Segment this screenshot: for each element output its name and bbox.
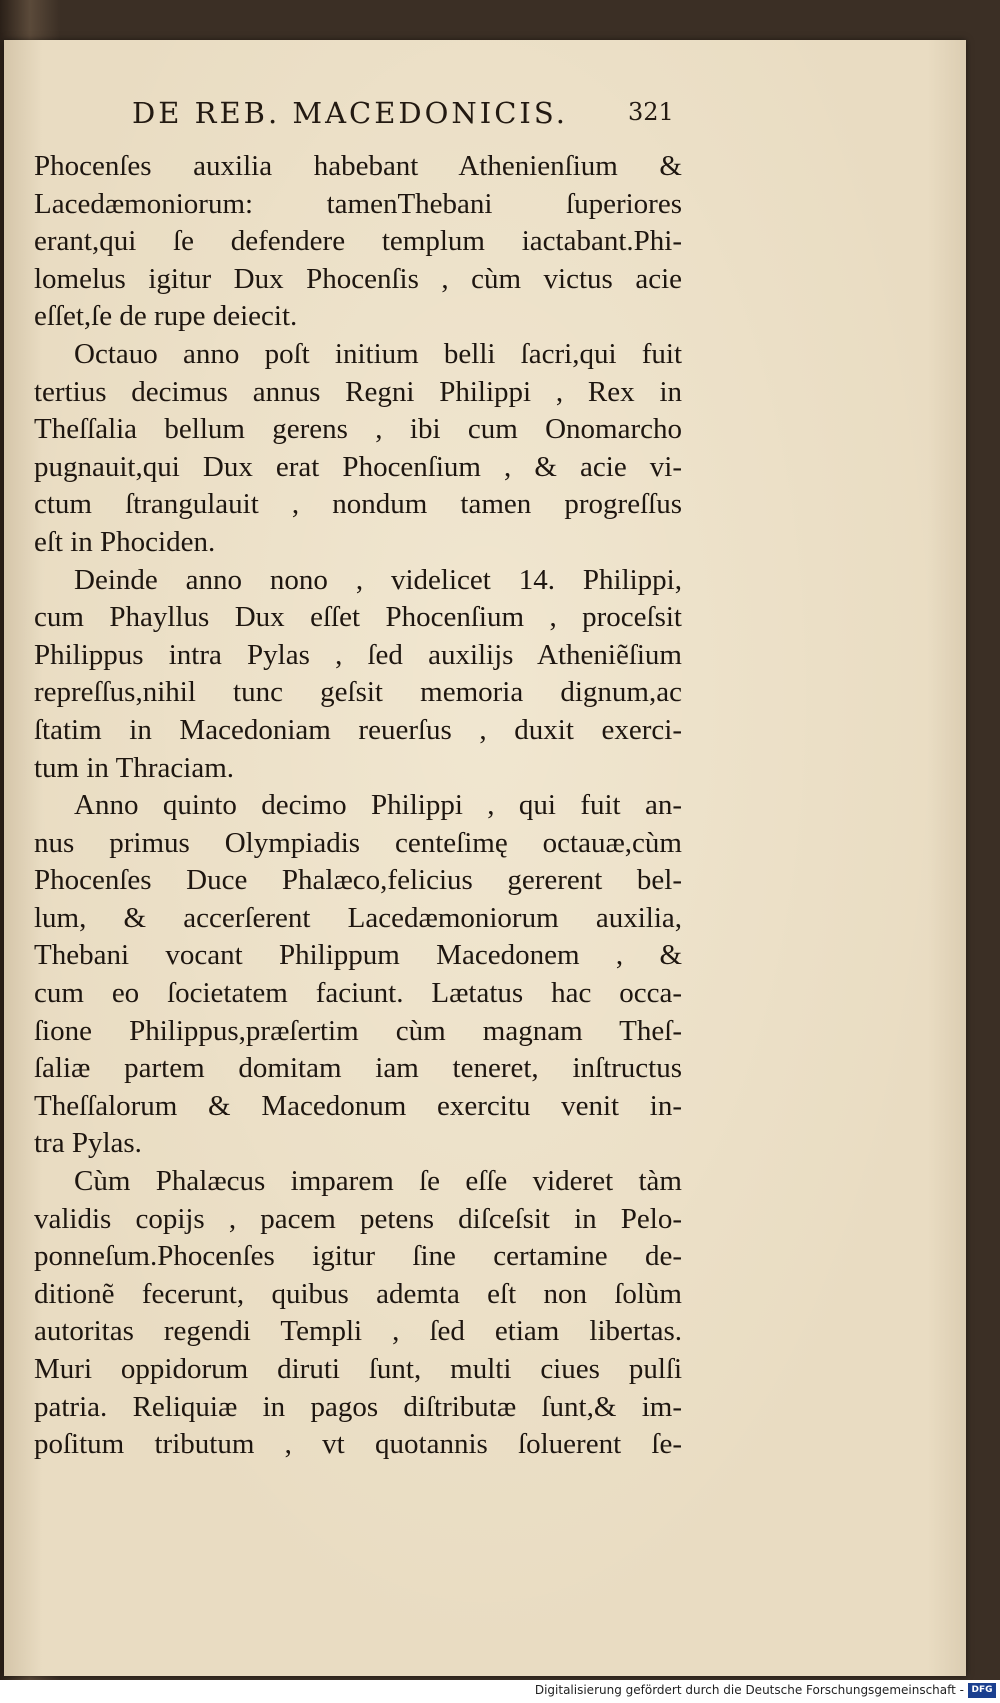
text-line: Cùm Phalæcus imparem ſe eſſe videret tàm (74, 1165, 682, 1198)
text-line: Anno quinto decimo Philippi , qui fuit an- (74, 789, 682, 822)
text-line: cum eo ſocietatem faciunt. Lætatus hac occa- (34, 977, 682, 1010)
text-line: Thebani vocant Philippum Macedonem , & (34, 939, 682, 972)
text-line: ſtatim in Macedoniam reuerſus , duxit exerci- (34, 713, 682, 746)
text-line: patria. Reliquiæ in pagos diſtributæ ſunt,& im- (34, 1390, 682, 1423)
digitization-footer (0, 1680, 1000, 1703)
text-line: tertius decimus annus Regni Philippi , Rex in (34, 375, 682, 408)
text-line: autoritas regendi Templi , ſed etiam libertas. (34, 1315, 682, 1348)
text-line: Theſſalia bellum gerens , ibi cum Onomarcho (34, 413, 682, 446)
text-line: lomelus igitur Dux Phocenſis , cùm victus acie (34, 262, 682, 295)
text-line: cum Phayllus Dux eſſet Phocenſium , proceſsit (34, 601, 682, 634)
text-line: Muri oppidorum diruti ſunt, multi ciues pulſi (34, 1353, 682, 1385)
text-line: Phocenſes Duce Phalæco,felicius gererent bel- (34, 864, 682, 897)
text-line: validis copijs , pacem petens diſceſsit in Pelo- (34, 1202, 682, 1235)
text-line: Octauo anno poſt initium belli ſacri,qui fuit (74, 337, 682, 370)
text-line: tra Pylas. (34, 1127, 142, 1160)
text-line: Lacedæmoniorum: tamenThebani ſuperiores (34, 187, 682, 220)
text-line: eſſet,ſe de rupe deiecit. (34, 300, 298, 333)
book-page (4, 40, 966, 1676)
text-line: erant,qui ſe defendere templum iactabant.Phi- (34, 225, 682, 258)
text-line: ditionẽ fecerunt, quibus ademta eſt non ſolùm (34, 1277, 682, 1310)
text-line: repreſſus,nihil tunc geſsit memoria dignum,ac (34, 676, 682, 709)
footer-credit: Digitalisierung gefördert durch die Deutsche Forschungsgemeinschaft - (534, 1683, 964, 1697)
text-line: nus primus Olympiadis centeſimę octauæ,cùm (34, 826, 682, 859)
text-line: ctum ſtrangulauit , nondum tamen progreſſus (34, 488, 682, 521)
text-line: Theſſalorum & Macedonum exercitu venit in- (34, 1089, 682, 1122)
running-head: DE REB. MACEDONICIS. (132, 96, 568, 130)
dfg-logo-icon: DFG (968, 1683, 996, 1698)
page-number: 321 (628, 98, 674, 126)
text-line: pugnauit,qui Dux erat Phocenſium , & acie vi- (34, 450, 682, 483)
text-line: lum, & accerſerent Lacedæmoniorum auxilia, (34, 901, 682, 934)
text-line: Philippus intra Pylas , ſed auxilijs Atheniẽſium (34, 638, 682, 671)
text-line: ſione Philippus,præſertim cùm magnam Theſ- (34, 1014, 682, 1047)
text-line: ponneſum.Phocenſes igitur ſine certamine de- (34, 1240, 682, 1273)
body-text (34, 148, 682, 1464)
text-line: eſt in Phociden. (34, 525, 216, 558)
text-line: poſitum tributum , vt quotannis ſoluerent ſe- (34, 1428, 682, 1461)
text-line: Phocenſes auxilia habebant Athenienſium & (34, 150, 682, 182)
text-line: tum in Thraciam. (34, 751, 234, 784)
text-line: ſaliæ partem domitam iam teneret, inſtructus (34, 1052, 682, 1085)
text-line: Deinde anno nono , videlicet 14. Philippi, (74, 563, 682, 596)
